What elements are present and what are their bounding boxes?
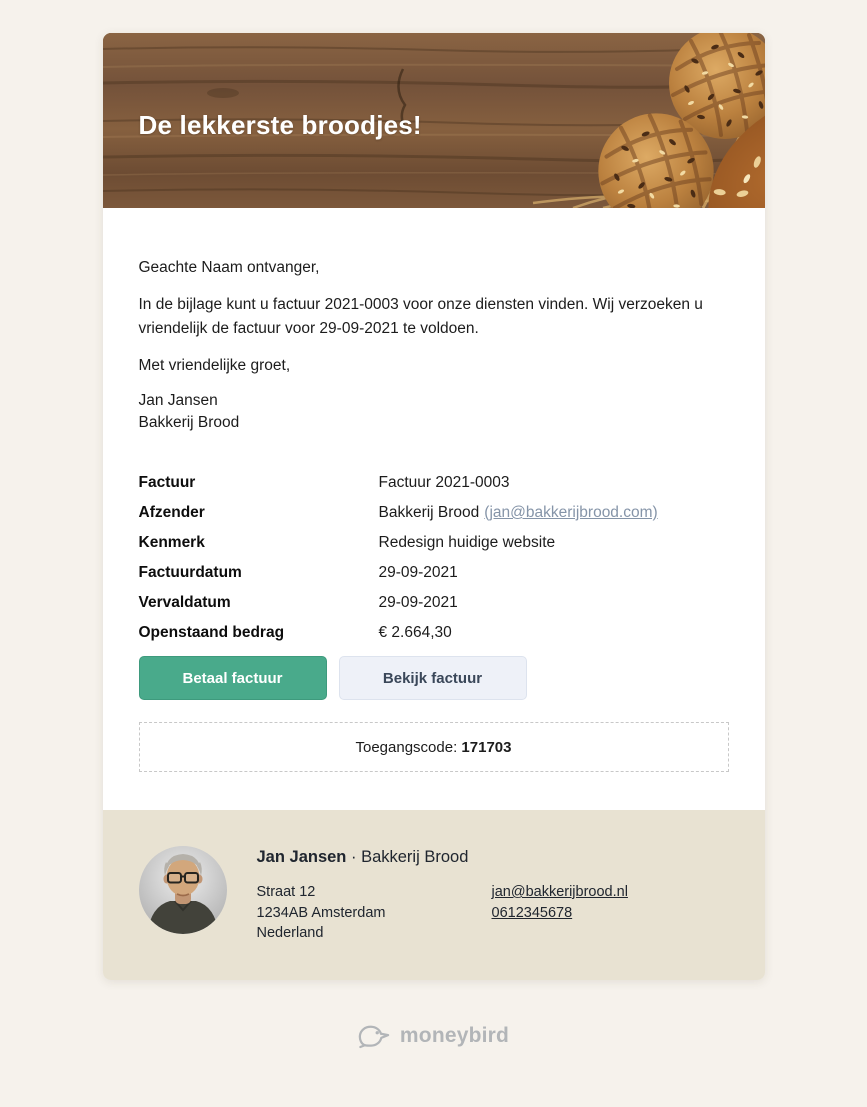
footer-phone-link[interactable]: 0612345678	[491, 904, 573, 921]
email-card	[103, 33, 765, 980]
greeting-text: Geachte Naam ontvanger,	[138, 259, 320, 276]
detail-label: Factuurdatum	[138, 564, 242, 581]
header-banner	[103, 33, 765, 208]
access-code-box	[139, 722, 729, 772]
detail-value: 29-09-2021	[378, 594, 458, 611]
sender-avatar	[139, 846, 227, 934]
signature-block	[139, 390, 729, 434]
closing-text: Met vriendelijke groet,	[138, 357, 291, 374]
footer-columns	[257, 882, 729, 944]
header-title: De lekkerste broodjes!	[138, 110, 422, 140]
address-line: Nederland	[256, 925, 324, 941]
footer-sender-name: Jan Jansen	[256, 848, 347, 866]
detail-row-factuurdatum	[139, 564, 729, 584]
email-body	[103, 208, 765, 810]
footer-name-row	[257, 848, 729, 867]
footer-contact-links	[492, 882, 628, 944]
detail-value: Redesign huidige website	[378, 534, 556, 551]
detail-row-afzender	[139, 504, 729, 524]
message-body-text: In de bijlage kunt u factuur 2021-0003 voor onze diensten vinden. Wij verzoeken u vriendelijk de factuur voor 29-09-2021 te voldoen.	[138, 296, 703, 337]
view-invoice-button[interactable]: Bekijk factuur	[339, 656, 527, 700]
detail-row-kenmerk	[139, 534, 729, 554]
detail-label: Factuur	[138, 474, 196, 491]
email-footer	[103, 810, 765, 980]
pay-invoice-button[interactable]: Betaal factuur	[139, 656, 327, 700]
detail-value: € 2.664,30	[378, 624, 452, 641]
footer-contact-info	[257, 846, 729, 944]
detail-label: Vervaldatum	[138, 594, 231, 611]
footer-company-name: Bakkerij Brood	[361, 848, 469, 866]
detail-value: Factuur 2021-0003	[378, 474, 510, 491]
access-code-value: 171703	[461, 739, 512, 756]
footer-email-link[interactable]: jan@bakkerijbrood.nl	[491, 884, 628, 900]
access-code-label: Toegangscode:	[355, 739, 458, 756]
detail-label: Afzender	[138, 504, 205, 521]
detail-value: 29-09-2021	[378, 564, 458, 581]
action-buttons	[139, 656, 729, 700]
footer-address	[257, 882, 492, 944]
footer-separator: ·	[350, 848, 357, 866]
signature-company: Bakkerij Brood	[138, 414, 240, 431]
detail-label: Kenmerk	[138, 534, 205, 551]
moneybird-brand[interactable]	[0, 1024, 867, 1049]
detail-row-factuur	[139, 474, 729, 494]
sender-email-link[interactable]: (jan@bakkerijbrood.com)	[484, 504, 658, 521]
address-line: Straat 12	[256, 884, 316, 900]
detail-value: Bakkerij Brood	[378, 504, 480, 521]
moneybird-bird-icon	[358, 1024, 391, 1049]
moneybird-logo-text: moneybird	[399, 1024, 510, 1047]
invoice-details	[139, 474, 729, 644]
detail-row-vervaldatum	[139, 594, 729, 614]
detail-label: Openstaand bedrag	[138, 624, 285, 641]
signature-name: Jan Jansen	[138, 392, 218, 409]
avatar-photo	[139, 846, 227, 934]
address-line: 1234AB Amsterdam	[256, 904, 386, 921]
detail-row-openstaand-bedrag	[139, 624, 729, 644]
